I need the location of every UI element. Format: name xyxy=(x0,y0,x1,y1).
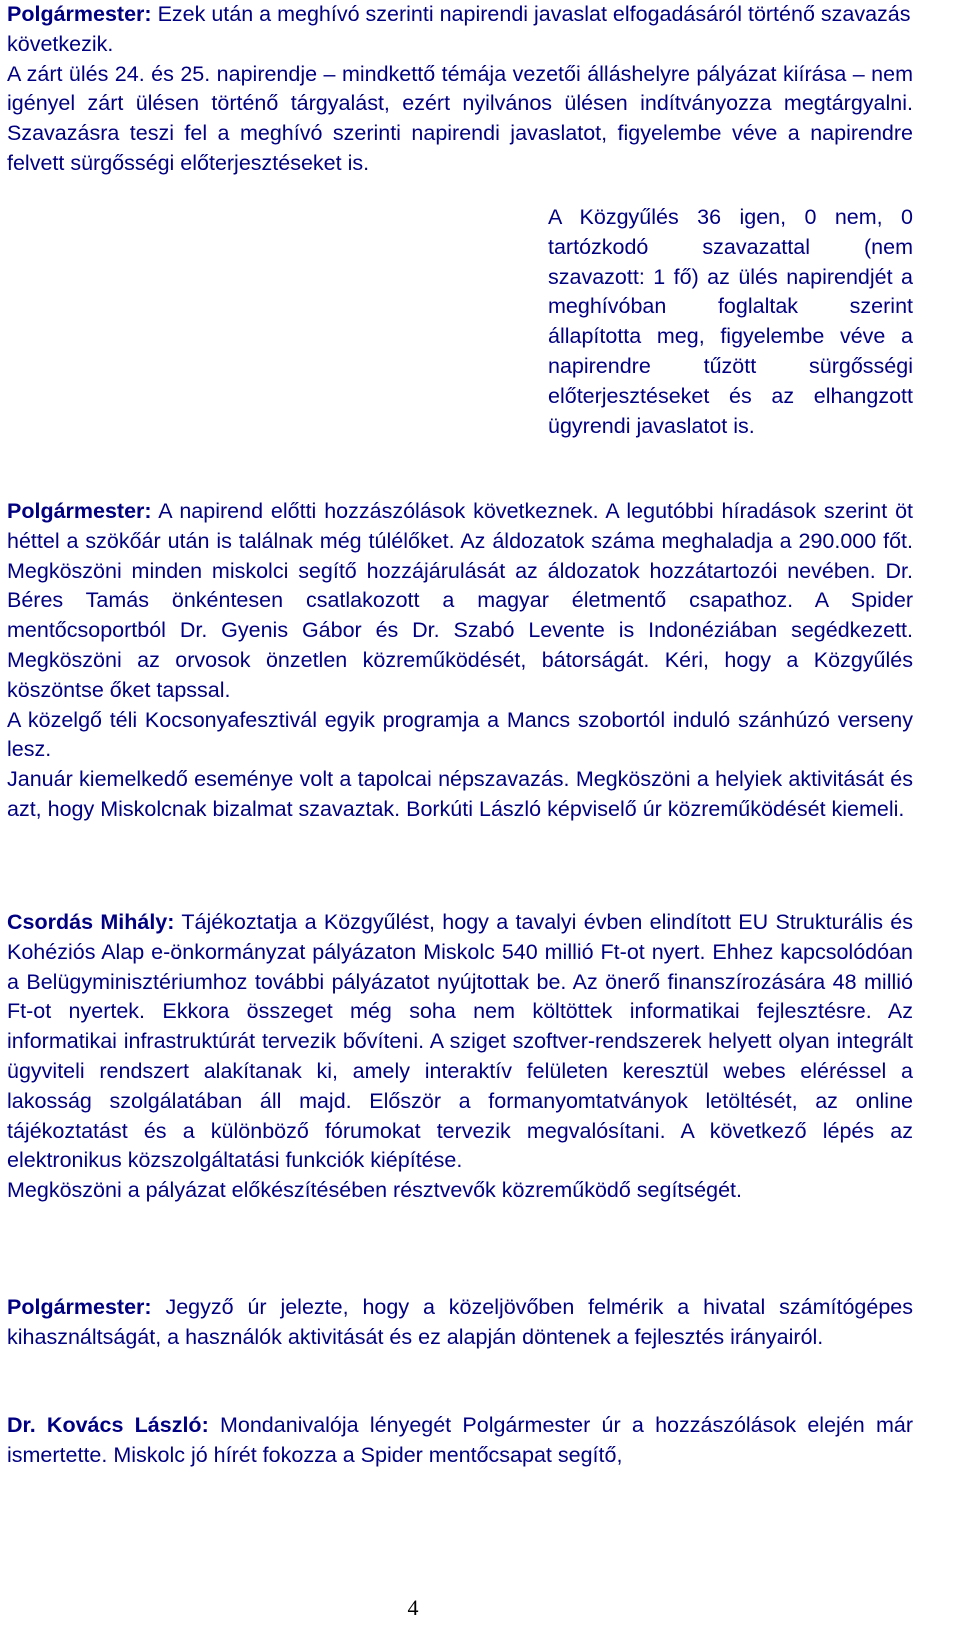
thanks-paragraph: Megköszöni a pályázat előkészítésében résztvevők közreműködő segítségét. xyxy=(7,1178,742,1203)
notary-paragraph: Polgármester: Jegyző úr jelezte, hogy a közeljövőben felmérik a hivatal számítógépes kihasználtságát, a használók aktivitását és ez alapján döntenek a fejlesztés irányairól. xyxy=(7,1295,913,1349)
festival-paragraph: A közelgő téli Kocsonyafesztivál egyik programja a Mancs szobortól induló szánhúzó verseny lesz. xyxy=(7,707,913,762)
assembly-decision: A Közgyűlés 36 igen, 0 nem, 0 tartózkodó szavazattal (nem szavazott: 1 fő) az ülés napirendjét a meghívóban foglaltak szerint állapította meg, figyelembe véve a napirendre tűzött sürgősségi előterjesztéseket és az elhangzott ügyrendi javaslatot is. xyxy=(548,205,913,438)
csordas-section xyxy=(7,908,913,1206)
kovacs-paragraph: Dr. Kovács László: Mondanivalója lényegét Polgármester úr a hozzászólások elején már ismertette. Miskolc jó hírét fokozza a Spider mentőcsapat segítő, xyxy=(7,1413,913,1467)
speaker-name: Csordás Mihály: xyxy=(7,910,175,934)
agenda-vote-section xyxy=(7,0,913,179)
speaker-name: Polgármester: xyxy=(7,2,152,26)
page-number: 4 xyxy=(407,1595,419,1620)
speaker-name: Polgármester: xyxy=(7,1295,152,1319)
agenda-vote-paragraph: A zárt ülés 24. és 25. napirendje – mindkettő témája vezetői álláshelyre pályázat kiírása – nem igényel zárt ülésen történő tárgyalást, ezért nyilvános ülésen indítványozza megtárgyalni. Szavazásra teszi fel a meghívó szerinti napirendi javaslatot, figyelembe véve a napirendre felvett sürgősségi előterjesztéseket is. xyxy=(7,61,913,175)
referendum-paragraph: Január kiemelkedő eseménye volt a tapolcai népszavazás. Megköszöni a helyiek aktivitását és azt, hogy Miskolcnak bizalmat szavaztak. Borkúti László képviselő úr közreműködését kiemeli. xyxy=(7,767,913,821)
kovacs-section xyxy=(7,1411,913,1471)
mayor-notary-section xyxy=(7,1293,913,1353)
speaker-name: Polgármester: xyxy=(7,499,152,523)
pre-agenda-section xyxy=(7,497,913,825)
csordas-paragraph: Csordás Mihály: Tájékoztatja a Közgyűlést, hogy a tavalyi évben elindított EU Strukturális és Kohéziós Alap e-önkormányzat pályázaton Miskolc 540 millió Ft-ot nyert. Ehhez kapcsolódóan a Belügyminisztériumhoz további pályázatot nyújtottak be. Az önerő finanszírozására 48 millió Ft-ot nyertek. Ekkora összeget még soha nem költöttek informatikai fejlesztésre. Az informatikai infrastruktúrát tervezik bővíteni. A sziget szoftver-rendszerek helyett olyan integrált ügyviteli rendszert alakítanak ki, amely interaktív felületen keresztül webes eléréssel a lakosság szolgálatában áll majd. Először a formanyomtatványok letöltését, az online tájékoztatást és a különböző fórumokat tervezik megvalósítani. A következő lépés az elektronikus közszolgáltatási funkciók kiépítése. xyxy=(7,910,913,1173)
speaker-name: Dr. Kovács László: xyxy=(7,1413,209,1437)
pre-agenda-paragraph: Polgármester: A napirend előtti hozzászólások következnek. A legutóbbi híradások szerint öt héttel a szökőár után is találnak még túlélőket. Az áldozatok száma meghaladja a 290.000 főt. Megköszöni minden miskolci segítő hozzájárulását az áldozatok hozzátartozói nevében. Dr. Béres Tamás önkéntesen csatlakozott a magyar életmentő csapathoz. A Spider mentőcsoportból Dr. Gyenis Gábor és Dr. Szabó Levente is Indonéziában segédkezett. Megköszöni az orvosok önzetlen közreműködését, bátorságát. Kéri, hogy a Közgyűlés köszöntse őket tapssal. xyxy=(7,499,913,702)
agenda-vote-intro: Polgármester: Ezek után a meghívó szerinti napirendi javaslat elfogadásáról történő szavazás következik. xyxy=(7,2,911,56)
